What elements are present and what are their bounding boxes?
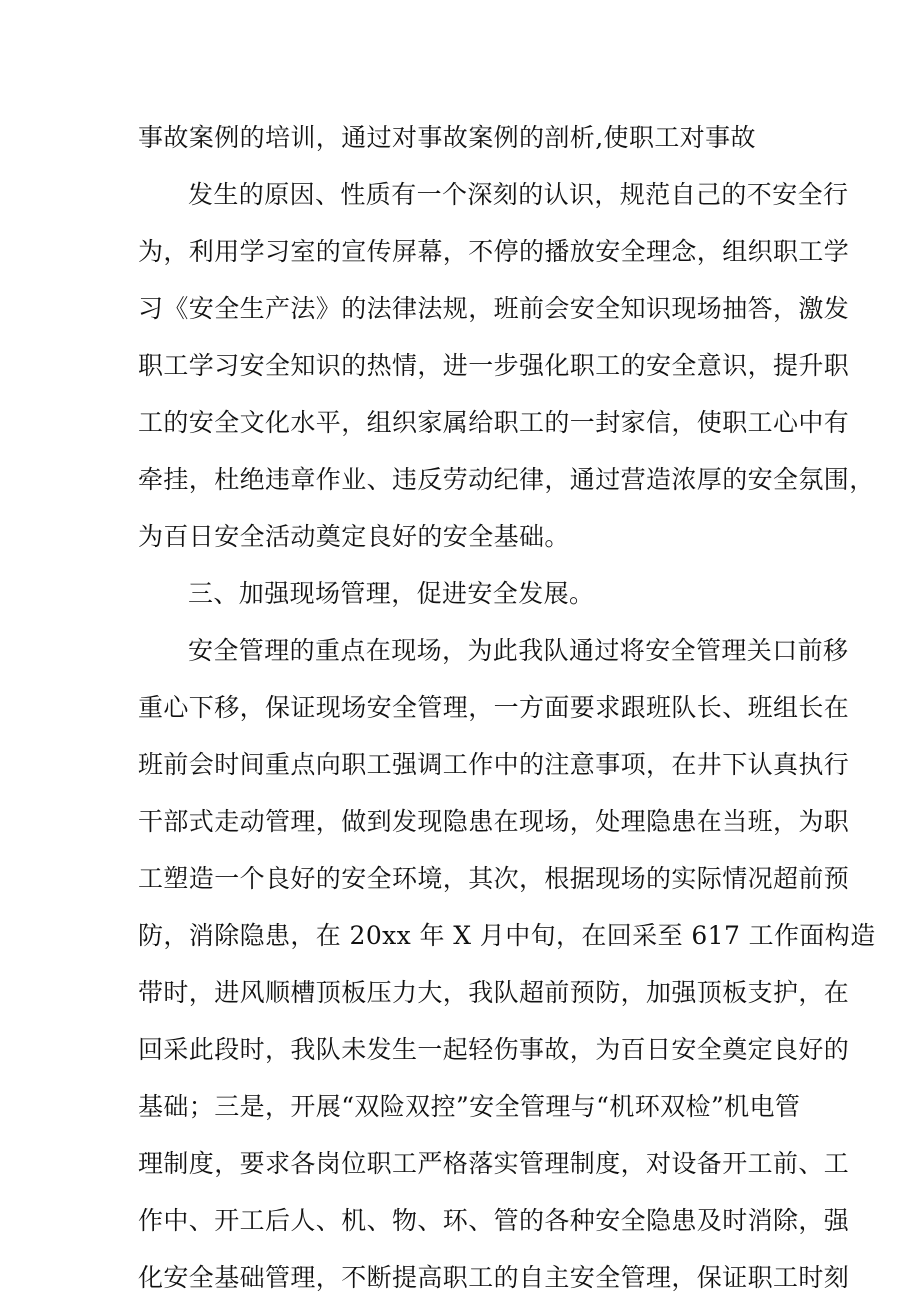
text-line: 回采此段时，我队未发生一起轻伤事故，为百日安全奠定良好的: [138, 1035, 850, 1064]
text-line: 带时，进风顺槽顶板压力大，我队超前预防，加强顶板支护，在: [138, 978, 850, 1007]
text-line: 重心下移，保证现场安全管理，一方面要求跟班队长、班组长在: [138, 693, 850, 722]
text-line: 理制度，要求各岗位职工严格落实管理制度，对设备开工前、工: [138, 1149, 850, 1178]
text-line: 工的安全文化水平，组织家属给职工的一封家信，使职工心中有: [138, 408, 850, 437]
text-line: 化安全基础管理，不断提高职工的自主安全管理，保证职工时刻: [138, 1263, 850, 1292]
text-line: 基础；三是，开展“双险双控”安全管理与“机环双检”机电管: [138, 1092, 801, 1121]
text-line: 工塑造一个良好的安全环境，其次，根据现场的实际情况超前预: [138, 864, 850, 893]
text-line: 干部式走动管理，做到发现隐患在现场，处理隐患在当班，为职: [138, 807, 850, 836]
text-line: 防，消除隐患，在 20xx 年 X 月中旬，在回采至 617 工作面构造: [138, 921, 876, 950]
text-line: 为，利用学习室的宣传屏幕，不停的播放安全理念，组织职工学: [138, 237, 850, 266]
text-line: 事故案例的培训，通过对事故案例的剖析,使职工对事故: [138, 123, 756, 152]
text-line: 班前会时间重点向职工强调工作中的注意事项，在井下认真执行: [138, 750, 850, 779]
text-line: 职工学习安全知识的热情，进一步强化职工的安全意识，提升职: [138, 351, 850, 380]
section-heading: 三、加强现场管理，促进安全发展。: [188, 579, 595, 608]
text-line: 作中、开工后人、机、物、环、管的各种安全隐患及时消除，强: [138, 1206, 850, 1235]
paragraph-first-line: 安全管理的重点在现场，为此我队通过将安全管理关口前移: [188, 636, 849, 665]
paragraph-first-line: 发生的原因、性质有一个深刻的认识，规范自己的不安全行: [188, 180, 849, 209]
text-line: 为百日安全活动奠定良好的安全基础。: [138, 522, 570, 551]
text-line: 习《安全生产法》的法律法规，班前会安全知识现场抽答，激发: [138, 294, 850, 323]
text-line: 牵挂，杜绝违章作业、违反劳动纪律，通过营造浓厚的安全氛围，: [138, 465, 875, 494]
